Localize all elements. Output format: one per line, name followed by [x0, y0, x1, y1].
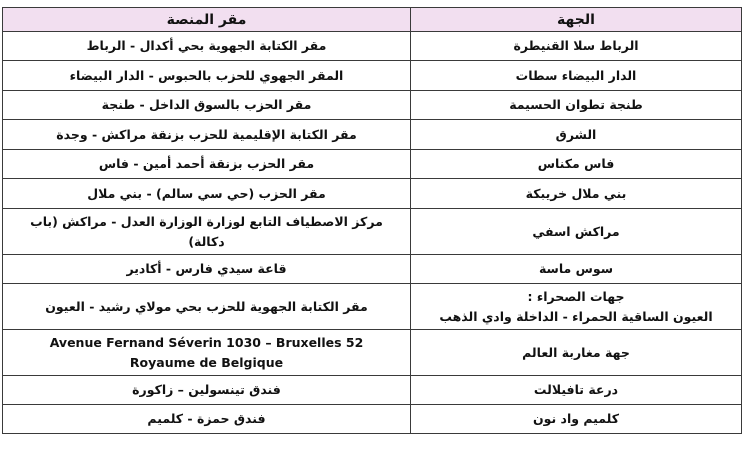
region-cell	[411, 284, 742, 330]
venue-cell: فندق تينسولين – زاكورة	[3, 376, 411, 405]
region-cell: سوس ماسة	[411, 255, 742, 284]
region-cell: درعة تافيلالت	[411, 376, 742, 405]
region-cell: جهة مغاربة العالم	[411, 330, 742, 376]
region-cell: الرباط سلا القنيطرة	[411, 32, 742, 61]
venue-cell: مقر الحزب (حي سي سالم) - بني ملال	[3, 179, 411, 209]
platforms-table	[2, 7, 742, 434]
region-cell: طنجة تطوان الحسيمة	[411, 91, 742, 120]
table-row	[3, 61, 742, 91]
venue-cell: فندق حمزة - كلميم	[3, 405, 411, 434]
region-cell-line: جهات الصحراء :	[527, 288, 625, 304]
header-region: الجهة	[411, 8, 742, 32]
table-row	[3, 376, 742, 405]
region-cell: الدار البيضاء سطات	[411, 61, 742, 91]
table-row	[3, 284, 742, 330]
venue-cell-line: Avenue Fernand Séverin 1030 – Bruxelles 52	[49, 334, 364, 350]
table-row	[3, 179, 742, 209]
venue-cell: مركز الاصطياف التابع لوزارة الوزارة العدل - مراكش (باب دكالة)	[3, 209, 411, 255]
region-cell: فاس مكناس	[411, 150, 742, 179]
venue-cell: مقر الحزب بزنقة أحمد أمين - فاس	[3, 150, 411, 179]
table-row	[3, 120, 742, 150]
venue-cell-line: Royaume de Belgique	[129, 354, 284, 370]
table-header-row	[3, 8, 742, 32]
table-row	[3, 255, 742, 284]
venue-cell: مقر الكتابة الجهوية بحي أكدال - الرباط	[3, 32, 411, 61]
venue-cell: مقر الحزب بالسوق الداخل - طنجة	[3, 91, 411, 120]
table-row	[3, 32, 742, 61]
table-row	[3, 330, 742, 376]
venue-cell: مقر الكتابة الإقليمية للحزب بزنقة مراكش - وجدة	[3, 120, 411, 150]
venue-cell: مقر الكتابة الجهوية للحزب بحي مولاي رشيد - العيون	[3, 284, 411, 330]
region-cell: مراكش اسفي	[411, 209, 742, 255]
region-cell: كلميم واد نون	[411, 405, 742, 434]
table-row	[3, 150, 742, 179]
venue-cell: المقر الجهوي للحزب بالحبوس - الدار البيضاء	[3, 61, 411, 91]
platforms-table-container	[2, 7, 741, 434]
region-cell: بني ملال خريبكة	[411, 179, 742, 209]
region-cell-line: العيون الساقية الحمراء - الداخلة وادي الذهب	[439, 308, 713, 324]
table-header	[3, 8, 742, 32]
venue-cell: قاعة سيدي فارس - أكادير	[3, 255, 411, 284]
table-row	[3, 91, 742, 120]
region-cell: الشرق	[411, 120, 742, 150]
table-body	[3, 32, 742, 434]
venue-cell	[3, 330, 411, 376]
header-venue: مقر المنصة	[3, 8, 411, 32]
table-row	[3, 209, 742, 255]
table-row	[3, 405, 742, 434]
